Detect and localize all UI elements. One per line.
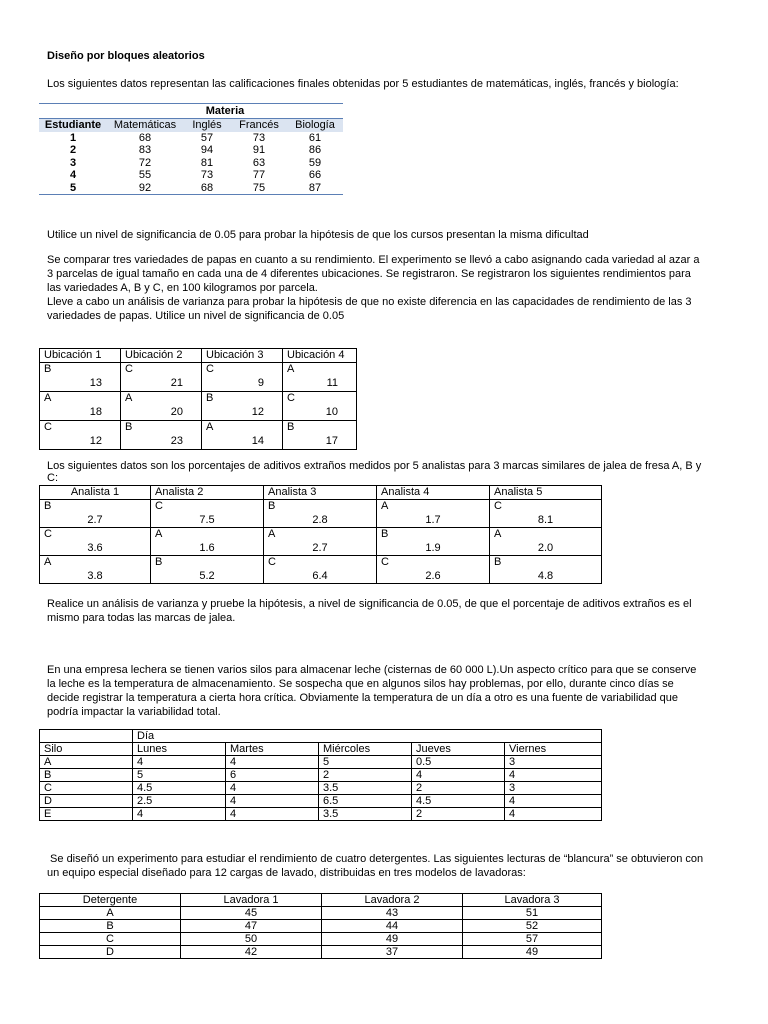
table-cell: C 21: [121, 363, 202, 392]
table-cell: C 12: [40, 421, 121, 450]
table-cell: 73: [200, 169, 214, 181]
table-row: [39, 169, 343, 182]
table-cell: 61: [308, 131, 322, 144]
detergent-table: [39, 893, 602, 959]
table-cell: C 3.6: [40, 528, 151, 556]
table-header: Ubicación 3: [202, 349, 283, 363]
table-header: Analista 2: [151, 486, 264, 500]
table-cell: 59: [308, 156, 322, 169]
table-cell: 94: [200, 144, 214, 156]
table-header: Ubicación 4: [283, 349, 357, 363]
table-header: Analista 1: [40, 486, 151, 500]
table-row: D 2.5 4 6.5 4.5 4: [40, 795, 602, 808]
table-header: Analista 4: [377, 486, 490, 500]
table-cell: 57: [200, 131, 214, 144]
table-cell: 73: [252, 131, 266, 144]
table-cell: 91: [252, 144, 266, 156]
paragraph-2: Se comparar tres variedades de papas en cuanto a su rendimiento. El experimento se llevó a cabo asignando cada variedad al azar a 3 parcelas de igual tamaño en cada una de 4 diferentes ubicaciones. Se registraron. Se registraron los siguientes rendimientos para las variedades A, B y C, en 100 kilogramos por parcela. Lleve a cabo un análisis de varianza para probar la hipótesis de que no existe diferencia en las capacidades de rendimiento de las 3 variedades de papas. Utilice un nivel de significancia de 0.05: [47, 254, 700, 322]
silo-group-header: Día: [133, 730, 602, 743]
table-cell: 2: [69, 144, 77, 156]
table-cell: C 8.1: [490, 500, 602, 528]
page-title: Diseño por bloques aleatorios: [47, 50, 205, 62]
table-header: Miércoles: [319, 743, 412, 756]
grades-col-header: Matemáticas: [107, 119, 183, 132]
table-row: [40, 392, 357, 421]
table-cell: B 23: [121, 421, 202, 450]
grades-row-header: Estudiante: [39, 119, 107, 132]
table-row: C 4.5 4 3.5 2 3: [40, 782, 602, 795]
table-cell: C 10: [283, 392, 357, 421]
table-header: Lavadora 2: [322, 894, 463, 907]
table-cell: 68: [183, 182, 231, 195]
table-row: B 47 44 52: [40, 920, 602, 933]
table-cell: 77: [252, 169, 266, 181]
table-header: Ubicación 2: [121, 349, 202, 363]
table-cell: B 13: [40, 363, 121, 392]
table-row: E 4 4 3.5 2 4: [40, 808, 602, 821]
table-cell: 87: [287, 182, 343, 195]
paragraph-1: Utilice un nivel de significancia de 0.05 para probar la hipótesis de que los cursos presentan la misma dificultad: [47, 229, 589, 241]
silo-temperature-table: [39, 729, 602, 821]
table-row: [40, 363, 357, 392]
table-row: A 4 4 5 0.5 3: [40, 756, 602, 769]
table-row: [40, 556, 602, 584]
table-cell: A 2.7: [264, 528, 377, 556]
table-cell: 86: [308, 144, 322, 156]
table-header: Lunes: [133, 743, 226, 756]
table-cell: B 12: [202, 392, 283, 421]
table-header: Lavadora 3: [463, 894, 602, 907]
intro-paragraph: Los siguientes datos representan las calificaciones finales obtenidas por 5 estudiantes de matemáticas, inglés, francés y biología:: [47, 78, 679, 90]
table-row: [39, 132, 343, 145]
table-cell: A 14: [202, 421, 283, 450]
table-row: [39, 182, 343, 195]
table-cell: 1: [69, 131, 77, 144]
table-row: [40, 528, 602, 556]
table-header: Ubicación 1: [40, 349, 121, 363]
grades-group-header: Materia: [107, 104, 343, 119]
paragraph-5: En una empresa lechera se tienen varios silos para almacenar leche (cisternas de 60 000 L).Un aspecto crítico para que se conserve la leche es la temperatura de almacenamiento. Se sospecha que en algunos silos hay problemas, por ello, durante cinco días se decide registrar la temperatura a cierta hora crítica. Obviamente la temperatura de un día a otro es una fuente de variabilidad que podría impactar la variabilidad total.: [47, 664, 697, 718]
table-header: Detergente: [40, 894, 181, 907]
potato-yield-table: [39, 348, 357, 450]
table-cell: B 2.7: [40, 500, 151, 528]
table-cell: B 17: [283, 421, 357, 450]
grades-table: [39, 103, 343, 195]
table-cell: 55: [138, 169, 152, 181]
silo-row-header: Silo: [40, 743, 133, 756]
table-header: Viernes: [505, 743, 602, 756]
table-cell: 63: [252, 156, 266, 169]
table-cell: 3: [69, 156, 77, 169]
table-cell: 5: [39, 182, 107, 195]
table-cell: C 7.5: [151, 500, 264, 528]
table-cell: 66: [308, 169, 322, 181]
table-cell: A 1.7: [377, 500, 490, 528]
table-row: A 45 43 51: [40, 907, 602, 920]
table-cell: C 2.6: [377, 556, 490, 584]
table-row: D 42 37 49: [40, 946, 602, 959]
table-header: Analista 3: [264, 486, 377, 500]
table-header: Lavadora 1: [181, 894, 322, 907]
table-row: C 50 49 57: [40, 933, 602, 946]
table-cell: A 2.0: [490, 528, 602, 556]
table-cell: 72: [138, 156, 152, 169]
additives-table: [39, 485, 602, 584]
table-cell: B 4.8: [490, 556, 602, 584]
grades-col-header: Biología: [287, 119, 343, 132]
table-row: [40, 421, 357, 450]
table-cell: A 1.6: [151, 528, 264, 556]
grades-col-header: Inglés: [183, 119, 231, 132]
table-cell: 68: [138, 131, 152, 144]
paragraph-6: Se diseñó un experimento para estudiar el rendimiento de cuatro detergentes. Las siguientes lecturas de “blancura” se obtuvieron con un equipo especial diseñado para 12 cargas de lavado, distribuidas en tres modelos de lavadoras:: [47, 853, 704, 879]
paragraph-4: Realice un análisis de varianza y pruebe la hipótesis, a nivel de significancia de 0.05, de que el porcentaje de aditivos extraños es el mismo para todas las marcas de jalea.: [47, 598, 692, 624]
table-cell: C 9: [202, 363, 283, 392]
table-cell: A 20: [121, 392, 202, 421]
grades-col-header: Francés: [231, 119, 287, 132]
table-row: [40, 500, 602, 528]
table-header: Analista 5: [490, 486, 602, 500]
table-cell: B 5.2: [151, 556, 264, 584]
table-cell: 75: [231, 182, 287, 195]
paragraph-3: Los siguientes datos son los porcentajes de aditivos extraños medidos por 5 analistas para 3 marcas similares de jalea de fresa A, B y C:: [47, 460, 702, 484]
table-cell: 92: [107, 182, 183, 195]
table-header: Jueves: [412, 743, 505, 756]
table-row: [39, 144, 343, 157]
table-cell: A 18: [40, 392, 121, 421]
table-cell: 83: [138, 144, 152, 156]
table-row: B 5 6 2 4 4: [40, 769, 602, 782]
table-cell: A 3.8: [40, 556, 151, 584]
table-cell: B 1.9: [377, 528, 490, 556]
table-cell: B 2.8: [264, 500, 377, 528]
table-cell: 4: [69, 169, 77, 181]
table-header: Martes: [226, 743, 319, 756]
table-row: [39, 157, 343, 170]
table-cell: C 6.4: [264, 556, 377, 584]
table-cell: 81: [200, 156, 214, 169]
table-cell: A 11: [283, 363, 357, 392]
